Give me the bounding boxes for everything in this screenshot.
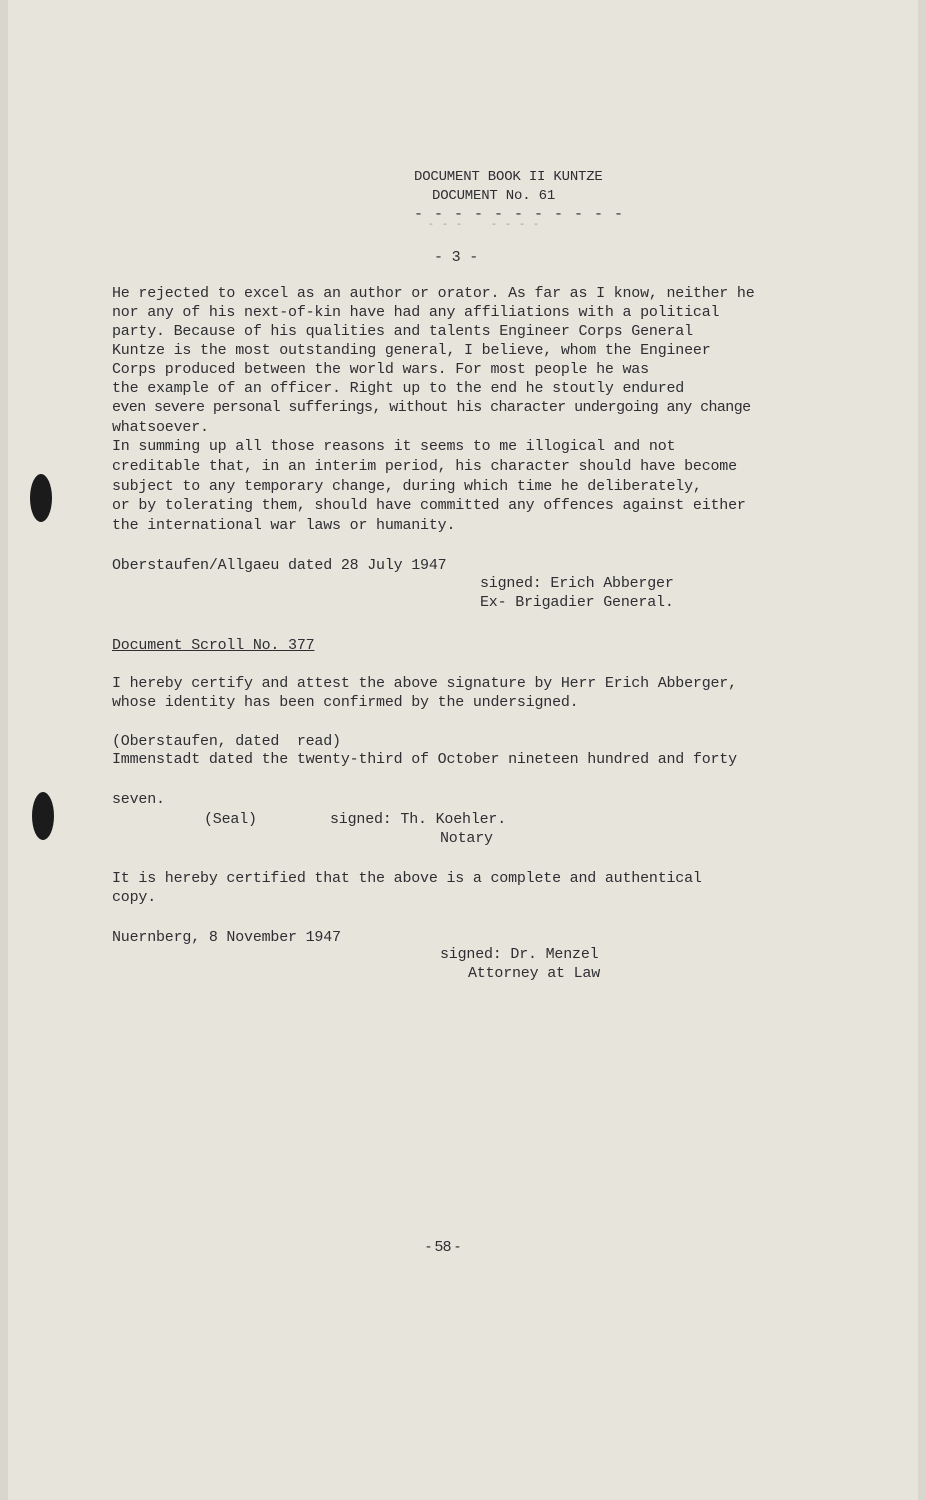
body-line: creditable that, in an interim period, his character should have become xyxy=(112,458,737,475)
body-line: Corps produced between the world wars. For most people he was xyxy=(112,361,649,378)
page-marker: - 3 - xyxy=(434,249,479,266)
body-line: Kuntze is the most outstanding general, I believe, whom the Engineer xyxy=(112,342,711,359)
signature-3-signed: signed: Dr. Menzel xyxy=(440,946,599,963)
header-rule: - - - - - - - - - - - xyxy=(414,206,625,223)
signature-3-title: Attorney at Law xyxy=(468,965,601,982)
authentic-copy-line: It is hereby certified that the above is a complete and authentical xyxy=(112,870,702,887)
notary-place-struck: (Oberstaufen, dated read) xyxy=(112,733,341,750)
body-line: subject to any temporary change, during which time he deliberately, xyxy=(112,478,702,495)
signature-2-title: Notary xyxy=(440,830,493,847)
body-line: In summing up all those reasons it seems to me illogical and not xyxy=(112,438,676,455)
authentic-copy-line: copy. xyxy=(112,889,157,906)
document-scroll-heading: Document Scroll No. 377 xyxy=(112,637,315,654)
seal-label: (Seal) xyxy=(204,811,257,828)
header-rule-faint: - - - - - - - xyxy=(428,220,541,231)
document-number: DOCUMENT No. 61 xyxy=(432,188,556,204)
notary-place-line: Immenstadt dated the twenty-third of October nineteen hundred and forty xyxy=(112,751,737,768)
page-number: - 58 - xyxy=(426,1238,460,1255)
notary-place-line-cont: seven. xyxy=(112,791,165,808)
body-line: nor any of his next-of-kin have had any affiliations with a political xyxy=(112,304,720,321)
place-date-2: Nuernberg, 8 November 1947 xyxy=(112,929,341,946)
body-line: even severe personal sufferings, without his character undergoing any change xyxy=(112,399,751,416)
body-line: the international war laws or humanity. xyxy=(112,517,456,534)
document-book-title: DOCUMENT BOOK II KUNTZE xyxy=(414,169,603,185)
signature-1-title: Ex- Brigadier General. xyxy=(480,594,674,611)
signature-2-signed: signed: Th. Koehler. xyxy=(330,811,507,828)
body-line: or by tolerating them, should have committed any offences against either xyxy=(112,497,746,514)
certification-line: I hereby certify and attest the above signature by Herr Erich Abberger, xyxy=(112,675,737,692)
certification-line: whose identity has been confirmed by the undersigned. xyxy=(112,694,579,711)
punch-hole-top xyxy=(30,474,52,522)
signature-1-signed: signed: Erich Abberger xyxy=(480,575,674,592)
body-line: the example of an officer. Right up to the end he stoutly endured xyxy=(112,380,685,397)
document-page xyxy=(8,0,918,1500)
body-line: He rejected to excel as an author or orator. As far as I know, neither he xyxy=(112,285,755,302)
place-date-1: Oberstaufen/Allgaeu dated 28 July 1947 xyxy=(112,557,447,574)
body-line: party. Because of his qualities and talents Engineer Corps General xyxy=(112,323,693,340)
punch-hole-bottom xyxy=(32,792,54,840)
body-line: whatsoever. xyxy=(112,419,209,436)
